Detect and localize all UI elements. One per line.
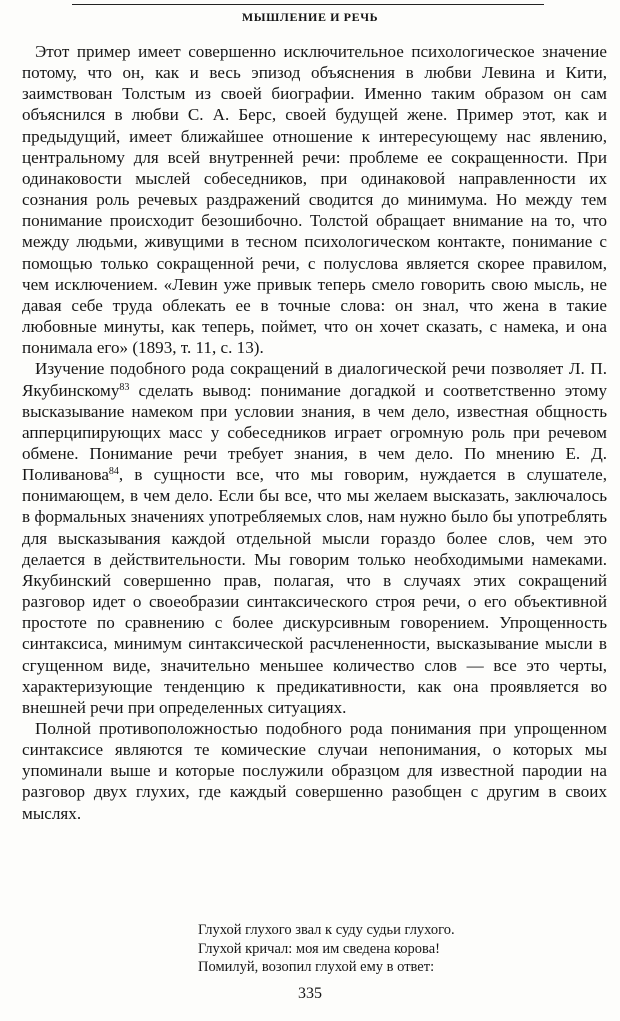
footnote-ref-84: 84: [108, 466, 119, 478]
paragraph-2: [22, 358, 607, 718]
poem-line: Помилуй, возопил глухой ему в ответ:: [198, 959, 435, 976]
poem-line: Глухой кричал: моя им сведена корова!: [198, 940, 440, 957]
paragraph-2-part-1: Изучение подобного рода сокращений в диалогической речи позволяет Л. П. Якубинскому: [22, 359, 607, 400]
poem-quote: [198, 921, 455, 977]
paragraph-2-part-3: , в сущности все, что мы говорим, нуждается в слушателе, понимающем, в чем дело. Если бы все, что мы желаем высказать, заключалось в формальных значениях употребляемых слов, нам нужно было бы употреблять для высказывания каждой отдельной мысли гораздо более слов, чем это делается в действительности. Мы говорим только необходимыми намеками. Якубинский совершенно прав, полагая, что в случаях этих сокращений разговор идет о своеобразии синтаксического строя речи, о его объективной простоте по сравнению с более дискурсивным говорением. Упрощенность синтаксиса, минимум синтаксической расчлененности, высказывание мысли в сгущенном виде, значительно меньшее количество слов — все это черты, характеризующие тенденцию к предикативности, как она проявляется во внешней речи при определенных ситуациях.: [22, 465, 607, 717]
poem-line: Глухой глухого звал к суду судьи глухого.: [198, 922, 455, 938]
body-text: [22, 41, 607, 824]
paragraph-2-part-2: сделать вывод: понимание догадкой и соответственно этому высказывание намеком при условии знания, в чем дело, известная общность апперципирующих масс у собеседников играет огромную роль при речевом обмене. Понимание речи требует знания, в чем дело. По мнению Е. Д. Поливанова: [22, 380, 607, 485]
paragraph-1: Этот пример имеет совершенно исключительное психологическое значение потому, что он, как и весь эпизод объяснения в любви Левина и Кити, заимствован Толстым из своей биографии. Именно таким образом он сам объяснился в любви С. А. Берс, своей будущей жене. Пример этот, как и предыдущий, имеет ближайшее отношение к интересующему нас явлению, центральному для всей внутренней речи: проблеме ее сокращенности. При одинаковости мыслей собеседников, при одинаковой направленности их сознания роль речевых раздражений сводится до минимума. Но между тем понимание происходит безошибочно. Толстой обращает внимание на то, что между людьми, живущими в тесном психологическом контакте, понимание с помощью только сокращенной речи, с полуслова является скорее правилом, чем исключением. «Левин уже привык теперь смело говорить свою мысль, не давая себе труда облекать ее в точные слова: он знал, что жена в такие любовные минуты, как теперь, поймет, что он хочет сказать, с намека, и она понимала его» (1893, т. 11, с. 13).: [22, 42, 607, 358]
running-title: МЫШЛЕНИЕ И РЕЧЬ: [241, 10, 379, 24]
header-rule: [72, 4, 544, 5]
page-number: 335: [298, 985, 322, 1002]
footnote-ref-83: 83: [119, 381, 130, 393]
paragraph-3: Полной противоположностью подобного рода понимания при упрощенном синтаксисе являются те комические случаи непонимания, о которых мы упоминали выше и которые послужили образцом для известной пародии на разговор двух глухих, где каждый совершенно разобщен с другим в своих мыслях.: [22, 719, 607, 823]
